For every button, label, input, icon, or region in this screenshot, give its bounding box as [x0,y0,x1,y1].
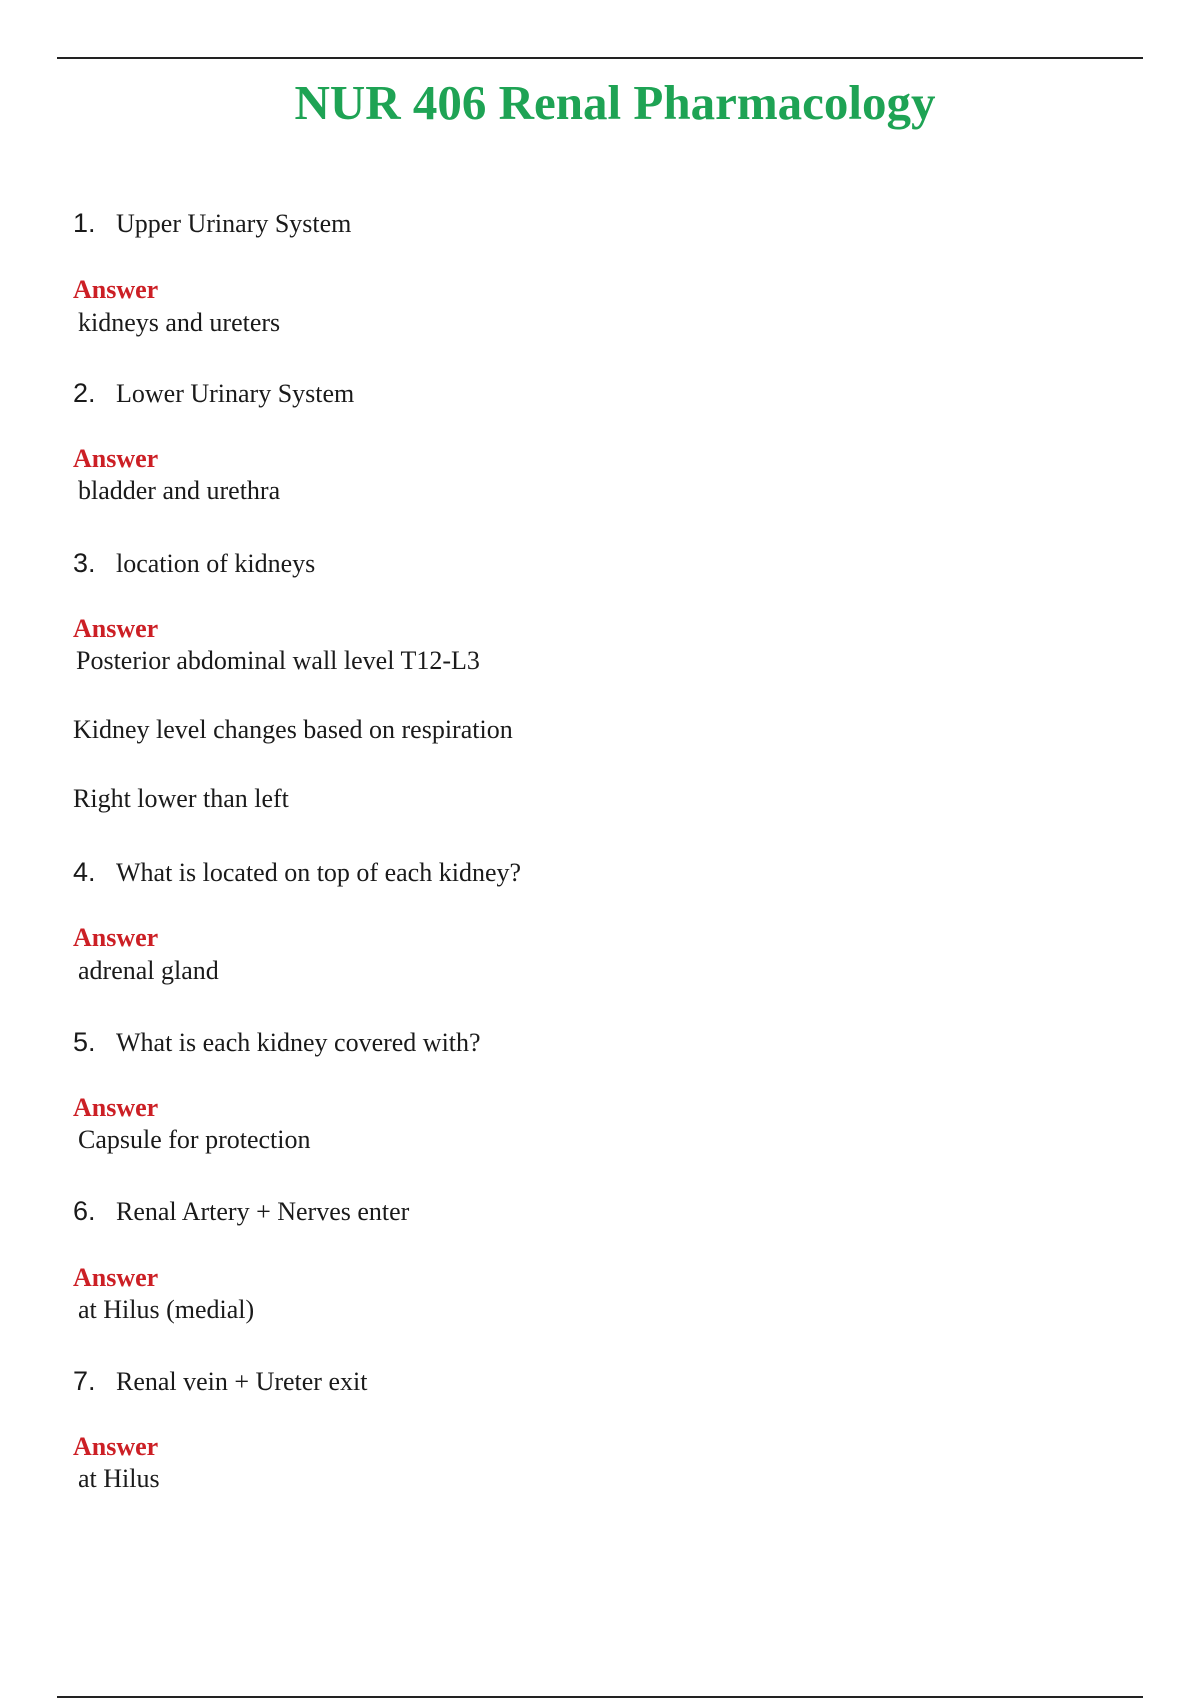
question-text: Upper Urinary System [116,209,352,238]
question-3 [73,548,315,579]
question-text: What is located on top of each kidney? [116,858,522,887]
question-number: 3. [73,548,96,578]
question-2 [73,378,354,409]
answer-text: adrenal gland [78,956,219,985]
top-rule [57,57,1143,59]
answer-label: Answer [73,1093,159,1122]
bottom-rule [57,1696,1143,1698]
answer-extra-text: Right lower than left [73,784,289,813]
answer-label: Answer [73,614,159,643]
question-number: 7. [73,1366,96,1396]
question-6 [73,1196,409,1227]
answer-text: kidneys and ureters [78,308,281,337]
answer-label: Answer [73,1263,159,1292]
question-text: location of kidneys [116,549,316,578]
question-number: 1. [73,208,96,238]
question-text: Renal vein + Ureter exit [116,1367,368,1396]
answer-extra-text: Kidney level changes based on respiration [73,715,513,744]
question-number: 4. [73,857,96,887]
question-text: Renal Artery + Nerves enter [116,1197,410,1226]
answer-label: Answer [73,444,159,473]
answer-text: Posterior abdominal wall level T12-L3 [76,646,480,675]
answer-text: at Hilus (medial) [78,1295,255,1324]
question-text: What is each kidney covered with? [116,1028,481,1057]
question-1 [73,208,351,239]
question-4 [73,857,521,888]
answer-text: bladder and urethra [78,476,281,505]
question-number: 6. [73,1196,96,1226]
question-number: 2. [73,378,96,408]
answer-label: Answer [73,923,159,952]
answer-text: Capsule for protection [78,1125,311,1154]
answer-label: Answer [73,275,159,304]
answer-label: Answer [73,1432,159,1461]
question-7 [73,1366,367,1397]
answer-text: at Hilus [78,1464,160,1493]
page-title: NUR 406 Renal Pharmacology [294,75,936,130]
question-text: Lower Urinary System [116,379,355,408]
question-number: 5. [73,1027,96,1057]
question-5 [73,1027,481,1058]
